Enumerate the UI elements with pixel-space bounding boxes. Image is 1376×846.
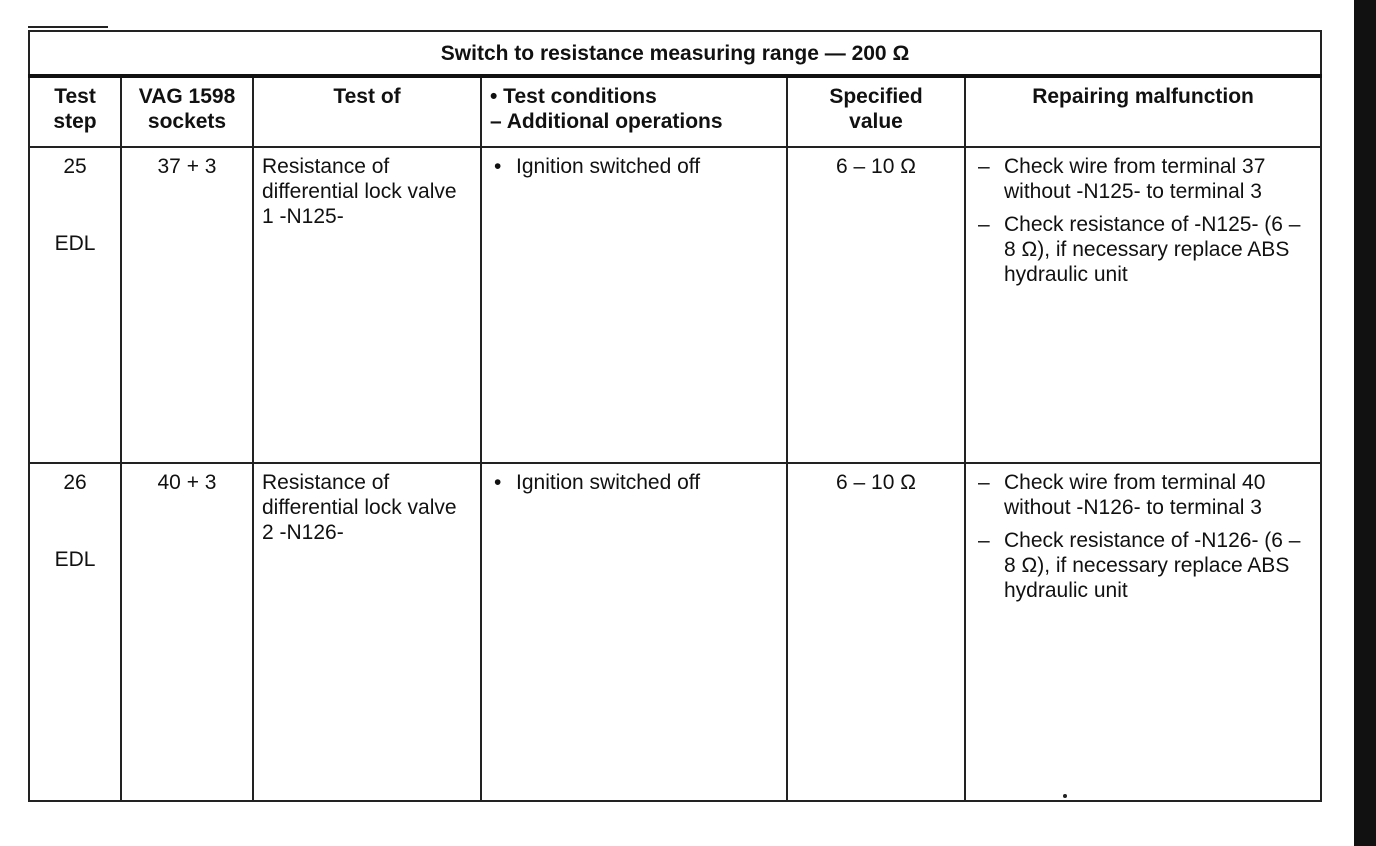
sockets-value: 40 + 3: [157, 471, 217, 494]
step-number: 26: [63, 471, 87, 494]
stray-dot: [1063, 794, 1067, 798]
sockets-value: 37 + 3: [157, 155, 217, 178]
cell-sockets: [121, 147, 253, 463]
cell-specified: [787, 147, 965, 463]
header-sockets-line2: sockets: [147, 110, 227, 133]
condition-item: • Ignition switched off: [490, 154, 778, 179]
page-edge-bar: [1354, 0, 1376, 846]
cell-step: [29, 147, 121, 463]
cell-conditions: [481, 147, 787, 463]
cell-specified: [787, 463, 965, 801]
banner-row: [29, 31, 1321, 76]
test-of-text: Resistance of differential lock valve 2 -N126-: [262, 471, 457, 544]
specified-value: 6 – 10 Ω: [836, 471, 916, 494]
banner-title: Switch to resistance measuring range — 200 Ω: [29, 31, 1321, 76]
specified-value: 6 – 10 Ω: [836, 155, 916, 178]
header-sockets: [121, 76, 253, 147]
cell-test-of: [253, 463, 481, 801]
header-specified-line2: value: [849, 110, 903, 133]
test-of-text: Resistance of differential lock valve 1 -N125-: [262, 155, 457, 228]
header-specified: [787, 76, 965, 147]
header-conditions-line2: – Additional operations: [490, 110, 723, 133]
repair-item: – Check wire from terminal 37 without -N125- to terminal 3: [974, 154, 1312, 204]
test-table: [28, 30, 1322, 802]
cell-sockets: [121, 463, 253, 801]
header-row: [29, 76, 1321, 147]
cell-test-of: [253, 147, 481, 463]
header-specified-line1: Specified: [829, 85, 923, 108]
repair-item: – Check wire from terminal 40 without -N126- to terminal 3: [974, 470, 1312, 520]
cell-repair: [965, 463, 1321, 801]
header-test-of: Test of: [253, 76, 481, 147]
cell-repair: [965, 147, 1321, 463]
table-row: [29, 147, 1321, 463]
header-test-step: [29, 76, 121, 147]
repair-item: – Check resistance of -N125- (6 – 8 Ω), if necessary replace ABS hydraulic unit: [974, 212, 1312, 287]
header-test-step-line1: Test: [54, 85, 96, 108]
cell-step: [29, 463, 121, 801]
header-repair: Repairing malfunction: [965, 76, 1321, 147]
cell-conditions: [481, 463, 787, 801]
header-conditions-line1: • Test conditions: [490, 85, 657, 108]
step-label: EDL: [54, 232, 96, 255]
header-sockets-line1: VAG 1598: [138, 85, 236, 108]
condition-item: • Ignition switched off: [490, 470, 778, 495]
top-rule: [28, 26, 108, 28]
repair-item: – Check resistance of -N126- (6 – 8 Ω), if necessary replace ABS hydraulic unit: [974, 528, 1312, 603]
table-row: [29, 463, 1321, 801]
step-label: EDL: [54, 548, 96, 571]
header-conditions: [481, 76, 787, 147]
header-test-step-line2: step: [53, 110, 97, 133]
step-number: 25: [63, 155, 87, 178]
